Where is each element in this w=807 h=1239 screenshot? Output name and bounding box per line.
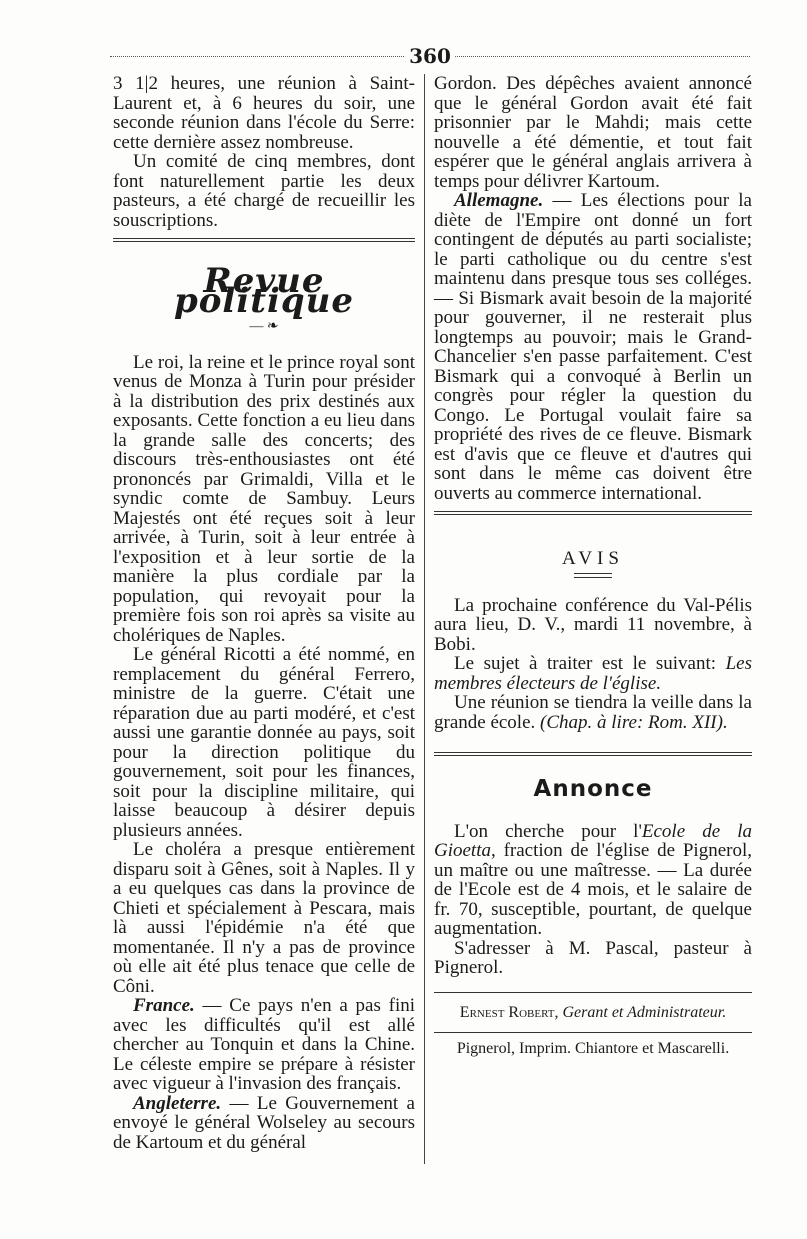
footer-divider-2 (434, 1032, 752, 1033)
france-paragraph (113, 996, 415, 1094)
section-divider (113, 238, 415, 242)
footer-role: Gerant et Administrateur. (562, 1003, 727, 1021)
avis-underline (574, 573, 612, 578)
politics-paragraph-3: Le choléra a presque entièrement disparu soit à Gênes, soit à Naples. Il y a eu quelques cas dans la province de Chieti et spécialement à Pescara, mais là aussi l'épidémie n'a été que momentanée. Il n'y a pas de province où elle ait été plus tenace que celle de Côni. (113, 839, 415, 997)
politics-paragraph-2: Le général Ricotti a été nommé, en remplacement du général Ferrero, ministre de la guerre. C'était une réparation due au parti modéré, et c'est aussi une garantie donnée au pays, soit pour la direction politique du gouvernement, soit pour les finances, soit pour la discipline militaire, qui laisse beaucoup à désirer depuis plusieurs années. (113, 644, 415, 841)
right-column (434, 74, 752, 1059)
france-text: — Ce pays n'en a pas fini avec les difficultés qu'il est allé chercher au Tonquin et dans la Chine. Le céleste empire se prépare à résister avec vigueur à l'invasion des français. (113, 995, 415, 1094)
angleterre-text: — Le Gouvernement a envoyé le général Wolseley au secours de Kartoum et du général (113, 1092, 415, 1153)
section-title: Revue politique (173, 261, 355, 321)
footer-printer: Pignerol, Imprim. Chiantore et Mascarelli. (456, 1040, 730, 1057)
allemagne-text: — Les élections pour la diète de l'Empire ont donné un fort contingent de députés au parti socialiste; le parti catholique ou du centre s'est maintenu dans presque tous ses colléges. — Si Bismark avait besoin de la majorité pour gouverner, il ne resterait plus longtemps au pouvoir; mais le Grand-Chancelier s'en passe parfaitement. C'est Bismark qui a convoqué à Berlin un congrès pour régler la question du Congo. Le Portugal voulait faire sa propriété des rives de ce fleuve. Bismark est d'avis que ce fleuve et d'autres qui sont dans le même cas doivent être ouverts au commerce international. (434, 190, 752, 504)
allemagne-paragraph (434, 191, 752, 503)
avis-title: AVIS (562, 548, 624, 569)
avis-subject: Les membres électeurs de l'église. (434, 653, 752, 694)
avis-paragraph-3 (434, 693, 752, 732)
page-number: 360 (405, 44, 455, 68)
annonce-school-name: Ecole de la Gioetta (434, 820, 753, 861)
footer-name: Ernest Robert, (459, 1003, 559, 1021)
politics-paragraph-1: Le roi, la reine et le prince royal sont venus de Monza à Turin pour présider à la distribution des prix destinés aux exposants. Cette fonction a eu lieu dans la grande salle des concerts; des discours très-enthousiastes ont été prononcés par Grimaldi, Villa et le syndic comte de Sambuy. Leurs Majestés ont été reçues soit à leur arrivée, à Turin, soit à leur entrée à l'exposition et à leur sortie de la manière la plus cordiale par la population, qui revoyait pour la première fois son roi après sa visite au cholériques de Naples. (113, 351, 415, 646)
avis-meeting-text: Une réunion se tiendra la veille dans la grande école. (434, 692, 752, 733)
left-paragraph-2: Un comité de cinq membres, dont font naturellement partie les deux pasteurs, a été chargé de recueillir les souscriptions. (113, 151, 415, 231)
column-divider (424, 74, 425, 1164)
right-paragraph-1: Gordon. Des dépêches avaient annoncé que le général Gordon avait été fait prisonnier par le Mahdi; mais cette nouvelle a été démentie, et tout fait espérer que le général anglais arrivera à temps pour délivrer Kartoum. (434, 73, 752, 192)
avis-subject-intro: Le sujet à traiter est le suivant: (454, 653, 717, 674)
avis-chapter: (Chap. à lire: Rom. XII). (540, 711, 728, 733)
left-paragraph-1: 3 1|2 heures, une réunion à Saint-Laurent et, à 6 heures du soir, une seconde réunion dans l'école du Serre: cette dernière assez nombreuse. (113, 73, 415, 153)
avis-paragraph-2 (434, 654, 752, 693)
country-label-allemagne: Allemagne. (454, 190, 544, 211)
annonce-divider (434, 752, 752, 756)
footer-divider (434, 992, 752, 993)
page-header (110, 42, 750, 70)
title-ornament: — ❧ (249, 319, 279, 334)
annonce-title: Annonce (533, 776, 653, 802)
country-label-france: France. (133, 995, 195, 1016)
avis-paragraph-1: La prochaine conférence du Val-Pélis aura lieu, D. V., mardi 11 novembre, à Bobi. (434, 594, 752, 655)
annonce-text-b: , fraction de l'église de Pignerol, un maître ou une maîtresse. — La durée de l'Ecole est de 4 mois, et le salaire de fr. 70, susceptible, pourtant, de quelque augmentation. (434, 840, 752, 939)
annonce-paragraph-1 (434, 822, 752, 939)
annonce-paragraph-2: S'adresser à M. Pascal, pasteur à Pignerol. (434, 937, 752, 978)
footer-manager (434, 1003, 752, 1023)
left-column (113, 74, 415, 1152)
angleterre-paragraph (113, 1094, 415, 1153)
country-label-angleterre: Angleterre. (133, 1092, 222, 1114)
avis-divider (434, 511, 752, 515)
annonce-text-a: L'on cherche pour l' (454, 820, 642, 842)
